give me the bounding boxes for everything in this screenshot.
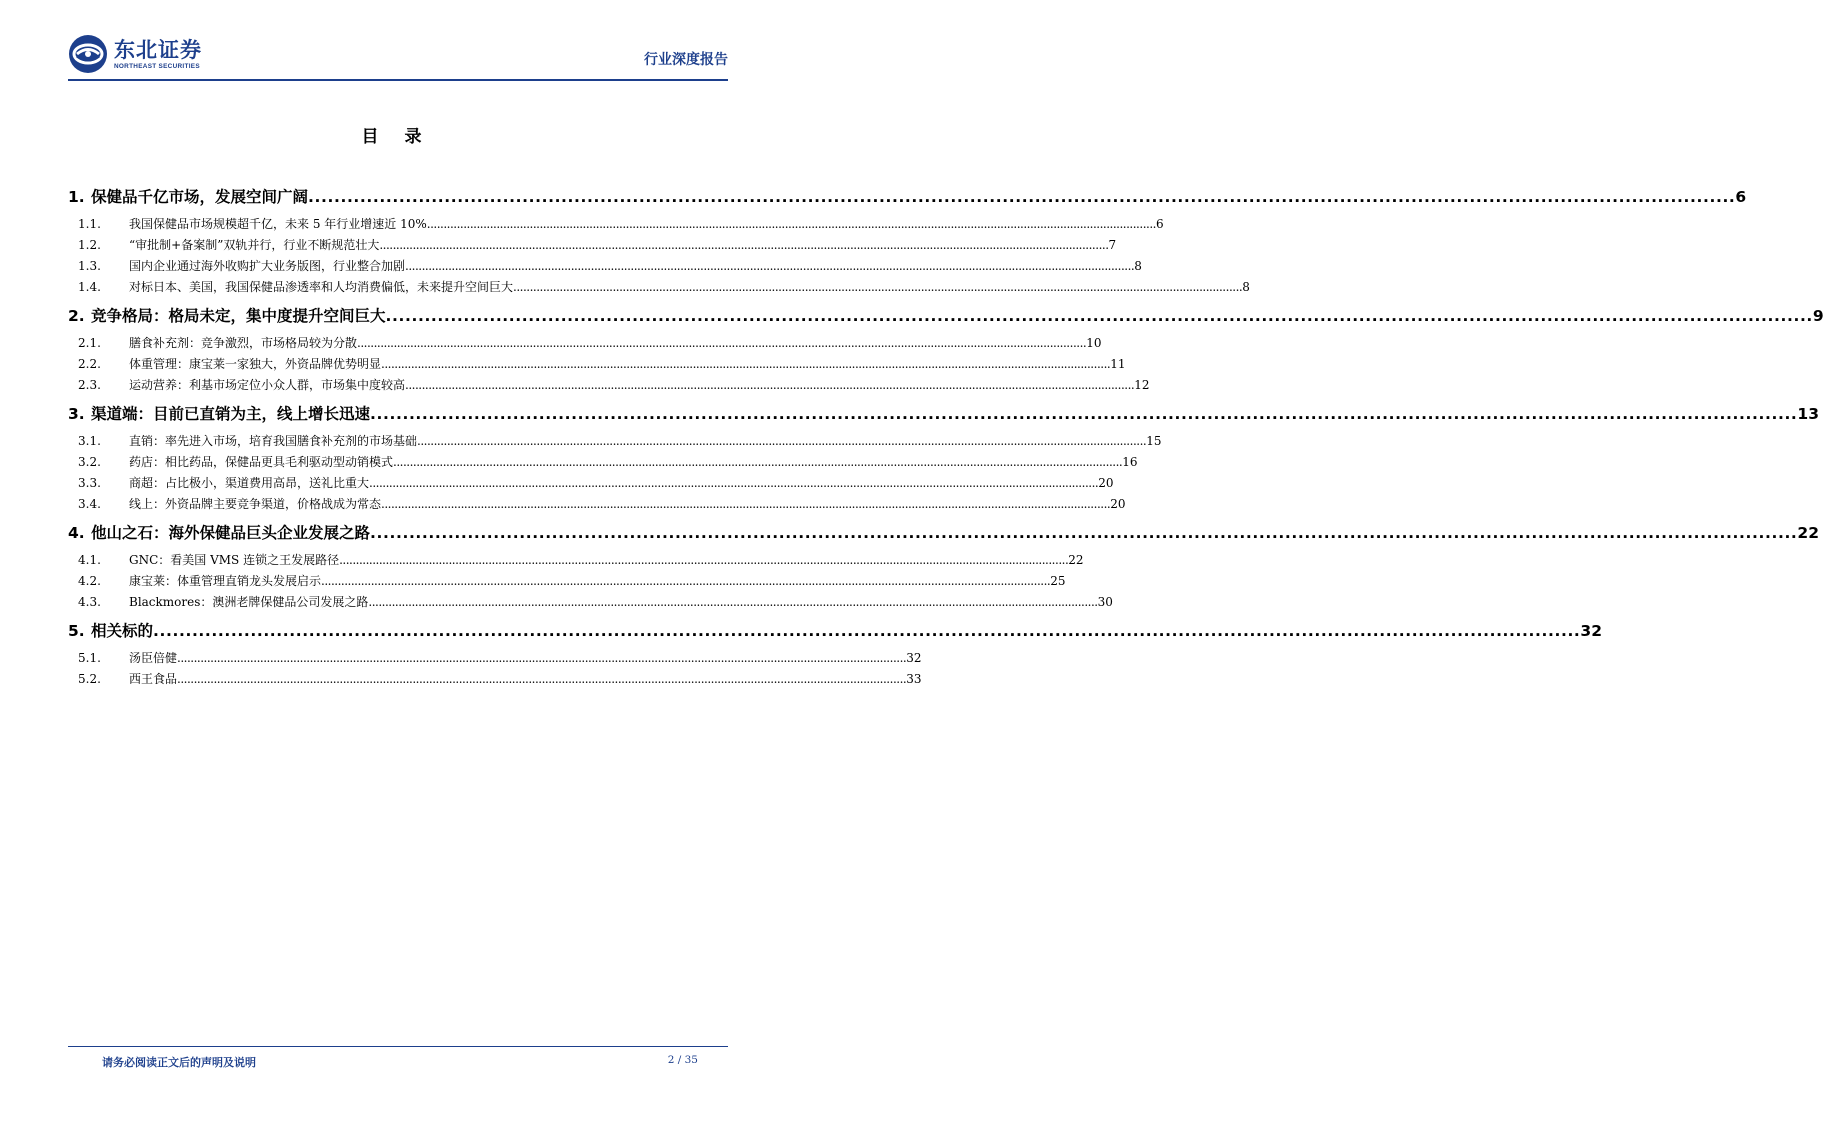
toc-entry-page: 30	[1097, 595, 1113, 609]
page-header	[68, 34, 728, 78]
toc-entry-page: 6	[1735, 188, 1747, 206]
toc-entry-page: 22	[1797, 524, 1819, 542]
toc-entry-title: 药店：相比药品，保健品更具毛利驱动型动销模式	[129, 455, 394, 469]
toc-section-entry[interactable]	[68, 669, 922, 690]
toc-entry-title: 膳食补充剂：竞争激烈，市场格局较为分散	[129, 336, 358, 350]
toc-entry-title: 我国保健品市场规模超千亿，未来 5 年行业增速近 10%	[129, 217, 427, 231]
toc-entry-title: 对标日本、美国，我国保健品渗透率和人均消费偏低，未来提升空间巨大	[129, 280, 514, 294]
toc-section-entry[interactable]	[68, 648, 922, 669]
toc-entry-page: 22	[1068, 553, 1084, 567]
toc-section-entry[interactable]	[68, 235, 1117, 256]
toc-dot-leader: ............................................................................................................................................................................................................................	[153, 622, 1581, 640]
toc-entry-page: 9	[1812, 307, 1824, 325]
report-type-label: 行业深度报告	[644, 52, 728, 68]
toc-section-entry[interactable]	[68, 550, 1084, 571]
toc-section-entry[interactable]	[68, 256, 1142, 277]
footer-divider	[68, 1046, 728, 1047]
toc-dot-leader: ............................................................................................................................................................................................................................	[369, 476, 1099, 490]
toc-entry-title: 竞争格局：格局未定，集中度提升空间巨大	[91, 307, 386, 325]
toc-section-entry[interactable]	[68, 333, 1102, 354]
toc-entry-title: 汤臣倍健	[129, 651, 178, 665]
toc-chapter-entry[interactable]	[68, 617, 1602, 646]
toc-section-entry[interactable]	[68, 277, 1250, 298]
toc-dot-leader: ............................................................................................................................................................................................................................	[177, 651, 907, 665]
toc-entry-title: 他山之石：海外保健品巨头企业发展之路	[91, 524, 371, 542]
toc-entry-number: 4.2.	[78, 574, 101, 588]
toc-section-entry[interactable]	[68, 452, 1138, 473]
toc-entry-number: 2.1.	[78, 336, 101, 350]
toc-chapter-entry[interactable]	[68, 519, 1819, 548]
toc-section-entry[interactable]	[68, 354, 1126, 375]
toc-entry-page: 32	[906, 651, 922, 665]
toc-section-entry[interactable]	[68, 592, 1113, 613]
toc-entry-page: 20	[1098, 476, 1114, 490]
toc-entry-page: 7	[1108, 238, 1117, 252]
toc-section-entry[interactable]	[68, 571, 1066, 592]
toc-entry-number: 5.2.	[78, 672, 101, 686]
toc-entry-number: 3.4.	[78, 497, 101, 511]
toc-entry-number: 5.	[68, 622, 85, 640]
toc-entry-page: 8	[1242, 280, 1250, 294]
toc-entry-number: 1.	[68, 188, 85, 206]
toc-dot-leader: ............................................................................................................................................................................................................................	[177, 672, 907, 686]
toc-entry-title: 运动营养：利基市场定位小众人群，市场集中度较高	[129, 378, 406, 392]
toc-entry-number: 2.2.	[78, 357, 101, 371]
toc-dot-leader: ............................................................................................................................................................................................................................	[426, 217, 1156, 231]
toc-entry-number: 4.3.	[78, 595, 101, 609]
toc-entry-title: 保健品千亿市场，发展空间广阔	[91, 188, 309, 206]
toc-entry-page: 11	[1110, 357, 1126, 371]
toc-section-entry[interactable]	[68, 494, 1126, 515]
toc-dot-leader: ............................................................................................................................................................................................................................	[308, 188, 1736, 206]
toc-entry-number: 3.1.	[78, 434, 101, 448]
toc-entry-title: 相关标的	[91, 622, 154, 640]
toc-entry-page: 10	[1086, 336, 1102, 350]
toc-entry-title: 西王食品	[129, 672, 178, 686]
toc-entry-number: 5.1.	[78, 651, 101, 665]
toc-dot-leader: ............................................................................................................................................................................................................................	[381, 497, 1111, 511]
toc-dot-leader: ............................................................................................................................................................................................................................	[379, 238, 1109, 252]
toc-entry-page: 32	[1580, 622, 1602, 640]
logo-english-name: NORTHEAST SECURITIES	[114, 62, 200, 70]
toc-dot-leader: ............................................................................................................................................................................................................................	[370, 524, 1798, 542]
toc-entry-title: 渠道端：目前已直销为主，线上增长迅速	[91, 405, 371, 423]
toc-dot-leader: ............................................................................................................................................................................................................................	[357, 336, 1087, 350]
toc-dot-leader: ............................................................................................................................................................................................................................	[405, 378, 1135, 392]
toc-entry-number: 4.	[68, 524, 85, 542]
toc-dot-leader: ............................................................................................................................................................................................................................	[339, 553, 1069, 567]
toc-entry-page: 13	[1797, 405, 1819, 423]
toc-section-entry[interactable]	[68, 375, 1150, 396]
toc-dot-leader: ............................................................................................................................................................................................................................	[405, 259, 1135, 273]
toc-chapter-entry[interactable]	[68, 400, 1819, 429]
toc-entry-title: 体重管理：康宝莱一家独大，外资品牌优势明显	[129, 357, 382, 371]
toc-entry-title: 商超：占比极小，渠道费用高昂，送礼比重大	[129, 476, 370, 490]
toc-dot-leader: ............................................................................................................................................................................................................................	[381, 357, 1111, 371]
toc-entry-title: “审批制+备案制”双轨并行，行业不断规范壮大	[129, 238, 380, 252]
toc-dot-leader: ............................................................................................................................................................................................................................	[370, 405, 1798, 423]
toc-entry-number: 1.1.	[78, 217, 101, 231]
toc-entry-number: 1.2.	[78, 238, 101, 252]
toc-entry-page: 33	[906, 672, 922, 686]
toc-entry-number: 1.3.	[78, 259, 101, 273]
toc-entry-number: 4.1.	[78, 553, 101, 567]
header-divider	[68, 79, 728, 81]
toc-entry-title: 国内企业通过海外收购扩大业务版图，行业整合加剧	[129, 259, 406, 273]
toc-dot-leader: ............................................................................................................................................................................................................................	[368, 595, 1098, 609]
toc-dot-leader: ............................................................................................................................................................................................................................	[321, 574, 1051, 588]
toc-entry-page: 20	[1110, 497, 1126, 511]
toc-chapter-entry[interactable]	[68, 302, 1824, 331]
toc-entry-page: 15	[1146, 434, 1162, 448]
toc-chapter-entry[interactable]	[68, 183, 1747, 212]
toc-entry-title: Blackmores：澳洲老牌保健品公司发展之路	[129, 595, 369, 609]
toc-entry-page: 25	[1050, 574, 1066, 588]
toc-entry-number: 3.3.	[78, 476, 101, 490]
toc-section-entry[interactable]	[68, 214, 1164, 235]
toc-entry-title: 线上：外资品牌主要竞争渠道，价格战成为常态	[129, 497, 382, 511]
toc-entry-number: 2.	[68, 307, 85, 325]
toc-dot-leader: ............................................................................................................................................................................................................................	[417, 434, 1147, 448]
toc-dot-leader: ............................................................................................................................................................................................................................	[393, 455, 1123, 469]
toc-entry-page: 8	[1134, 259, 1142, 273]
toc-entry-title: 直销：率先进入市场，培育我国膳食补充剂的市场基础	[129, 434, 418, 448]
toc-entry-number: 3.2.	[78, 455, 101, 469]
logo-chinese-name: 东北证券	[114, 37, 202, 62]
table-of-contents	[68, 183, 1824, 690]
toc-entry-page: 16	[1122, 455, 1138, 469]
company-logo	[68, 34, 202, 74]
toc-entry-number: 1.4.	[78, 280, 101, 294]
footer-disclaimer: 请务必阅读正文后的声明及说明	[102, 1056, 256, 1069]
toc-dot-leader: ............................................................................................................................................................................................................................	[513, 280, 1243, 294]
toc-section-entry[interactable]	[68, 473, 1114, 494]
northeast-securities-logo-icon	[68, 34, 108, 74]
toc-entry-page: 12	[1134, 378, 1150, 392]
page-number: 2 / 35	[667, 1054, 698, 1066]
toc-entry-number: 2.3.	[78, 378, 101, 392]
toc-section-entry[interactable]	[68, 431, 1162, 452]
toc-entry-title: GNC：看美国 VMS 连锁之王发展路径	[129, 553, 340, 567]
toc-entry-title: 康宝莱：体重管理直销龙头发展启示	[129, 574, 322, 588]
toc-entry-number: 3.	[68, 405, 85, 423]
toc-dot-leader: ............................................................................................................................................................................................................................	[385, 307, 1813, 325]
toc-entry-page: 6	[1155, 217, 1164, 231]
toc-heading: 目 录	[361, 127, 432, 147]
